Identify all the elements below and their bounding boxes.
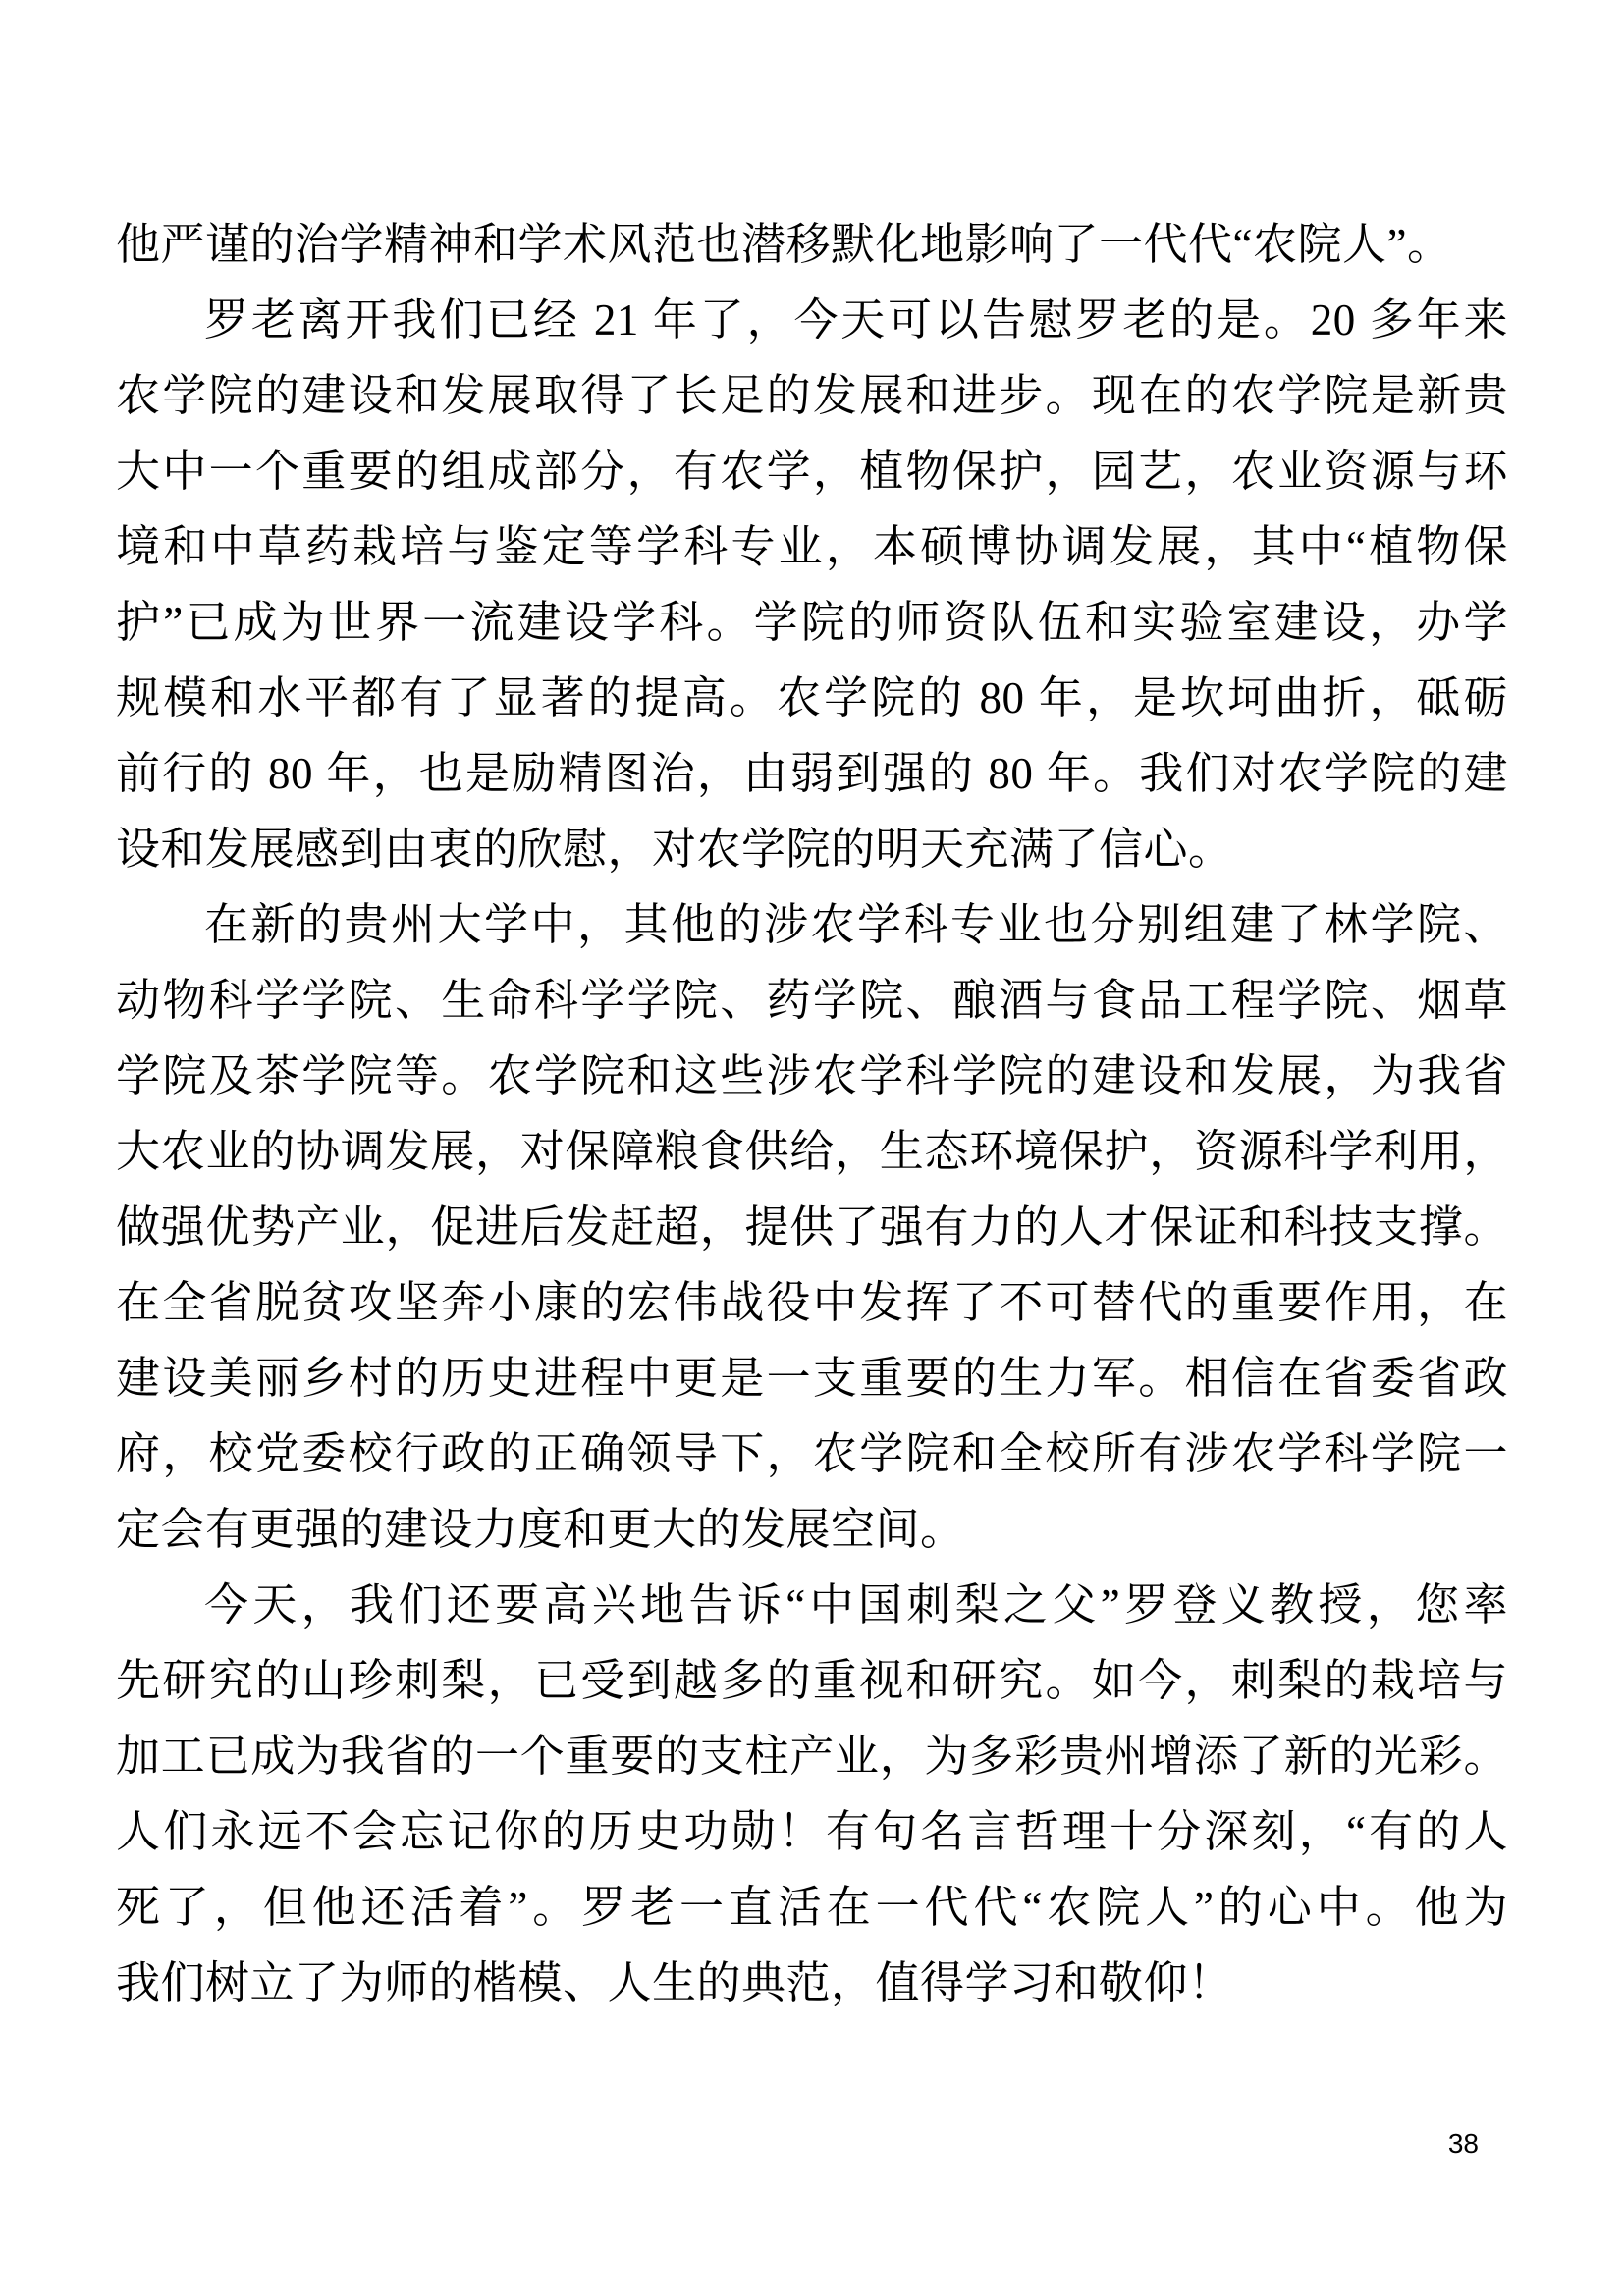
text-line: 大中一个重要的组成部分，有农学，植物保护，园艺，农业资源与环	[116, 447, 1508, 496]
paragraph	[116, 207, 1508, 283]
text-line: 定会有更强的建设力度和更大的发展空间。	[116, 1505, 965, 1554]
text-line: 建设美丽乡村的历史进程中更是一支重要的生力军。相信在省委省政	[116, 1354, 1508, 1403]
text-line: 农学院的建设和发展取得了长足的发展和进步。现在的农学院是新贵	[116, 371, 1508, 420]
document-body	[116, 207, 1508, 2021]
paragraph	[116, 283, 1508, 887]
text-line: 护”已成为世界一流建设学科。学院的师资队伍和实验室建设，办学	[116, 598, 1508, 647]
text-line: 学院及茶学院等。农学院和这些涉农学科学院的建设和发展，为我省	[116, 1051, 1508, 1100]
text-line: 他严谨的治学精神和学术风范也潜移默化地影响了一代代“农院人”。	[116, 220, 1452, 269]
paragraph	[116, 887, 1508, 1568]
page-number: 38	[1447, 2128, 1479, 2159]
text-line: 死了，但他还活着”。罗老一直活在一代代“农院人”的心中。他为	[116, 1883, 1508, 1932]
text-line: 动物科学学院、生命科学学院、药学院、酿酒与食品工程学院、烟草	[116, 976, 1508, 1025]
text-line: 做强优势产业，促进后发赶超，提供了强有力的人才保证和科技支撑。	[116, 1202, 1508, 1252]
paragraph	[116, 1568, 1508, 2021]
text-line: 我们树立了为师的楷模、人生的典范，值得学习和敬仰！	[116, 1958, 1233, 2007]
text-line: 今天，我们还要高兴地告诉“中国刺梨之父”罗登义教授，您率	[204, 1580, 1508, 1629]
text-line: 人们永远不会忘记你的历史功勋！有句名言哲理十分深刻，“有的人	[116, 1807, 1508, 1856]
text-line: 在全省脱贫攻坚奔小康的宏伟战役中发挥了不可替代的重要作用，在	[116, 1278, 1508, 1327]
text-line: 在新的贵州大学中，其他的涉农学科专业也分别组建了林学院、	[204, 900, 1508, 949]
text-line: 大农业的协调发展，对保障粮食供给，生态环境保护，资源科学利用，	[116, 1127, 1508, 1176]
text-line: 府，校党委校行政的正确领导下，农学院和全校所有涉农学科学院一	[116, 1429, 1508, 1478]
text-line: 设和发展感到由衷的欣慰，对农学院的明天充满了信心。	[116, 825, 1233, 874]
text-line: 罗老离开我们已经 21 年了，今天可以告慰罗老的是。20 多年来	[204, 295, 1508, 345]
text-line: 先研究的山珍刺梨，已受到越多的重视和研究。如今，刺梨的栽培与	[116, 1656, 1508, 1705]
text-line: 规模和水平都有了显著的提高。农学院的 80 年，是坎坷曲折，砥砺	[116, 673, 1508, 722]
text-line: 前行的 80 年，也是励精图治，由弱到强的 80 年。我们对农学院的建	[116, 749, 1508, 798]
text-line: 境和中草药栽培与鉴定等学科专业，本硕博协调发展，其中“植物保	[116, 522, 1508, 571]
text-line: 加工已成为我省的一个重要的支柱产业，为多彩贵州增添了新的光彩。	[116, 1732, 1508, 1781]
